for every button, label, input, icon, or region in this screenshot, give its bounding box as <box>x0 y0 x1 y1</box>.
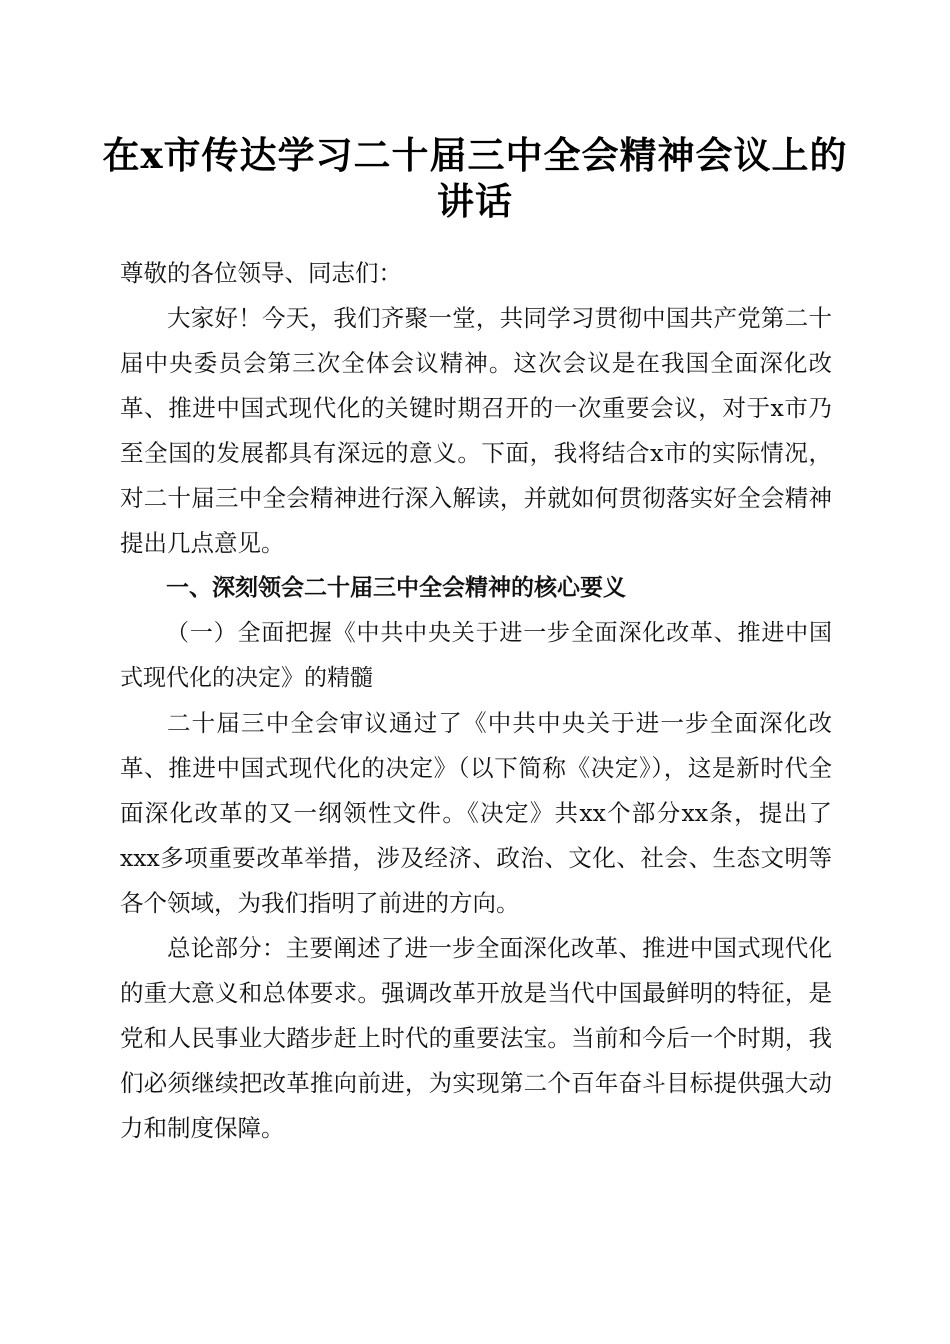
body-paragraph-2: 总论部分：主要阐述了进一步全面深化改革、推进中国式现代化的重大意义和总体要求。强调改革开放是当代中国最鲜明的特征，是党和人民事业大踏步赶上时代的重要法宝。当前和今后一个时期，我们必须继续把改革推向前进，为实现第二个百年奋斗目标提供强大动力和制度保障。 <box>120 934 832 1142</box>
subsection-1-heading: （一）全面把握《中共中央关于进一步全面深化改革、推进中国式现代化的决定》的精髓 <box>120 620 832 691</box>
body-paragraph-1: 二十届三中全会审议通过了《中共中央关于进一步全面深化改革、推进中国式现代化的决定》（以下简称《决定》），这是新时代全面深化改革的又一纲领性文件。《决定》共xx个部分xx条，提出了xxx多项重要改革举措，涉及经济、政治、文化、社会、生态文明等各个领域，为我们指明了前进的方向。 <box>120 709 832 917</box>
document-title: 在x市传达学习二十届三中全会精神会议上的讲话 <box>102 133 848 223</box>
section-1-heading: 一、深刻领会二十届三中全会精神的核心要义 <box>166 575 626 601</box>
intro-paragraph: 大家好！今天，我们齐聚一堂，共同学习贯彻中国共产党第二十届中央委员会第三次全体会议精神。这次会议是在我国全面深化改革、推进中国式现代化的关键时期召开的一次重要会议，对于x市乃至全国的发展都具有深远的意义。下面，我将结合x市的实际情况，对二十届三中全会精神进行深入解读，并就如何贯彻落实好全会精神提出几点意见。 <box>120 304 832 557</box>
document-body <box>120 251 832 1151</box>
salutation: 尊敬的各位领导、同志们： <box>120 259 402 287</box>
